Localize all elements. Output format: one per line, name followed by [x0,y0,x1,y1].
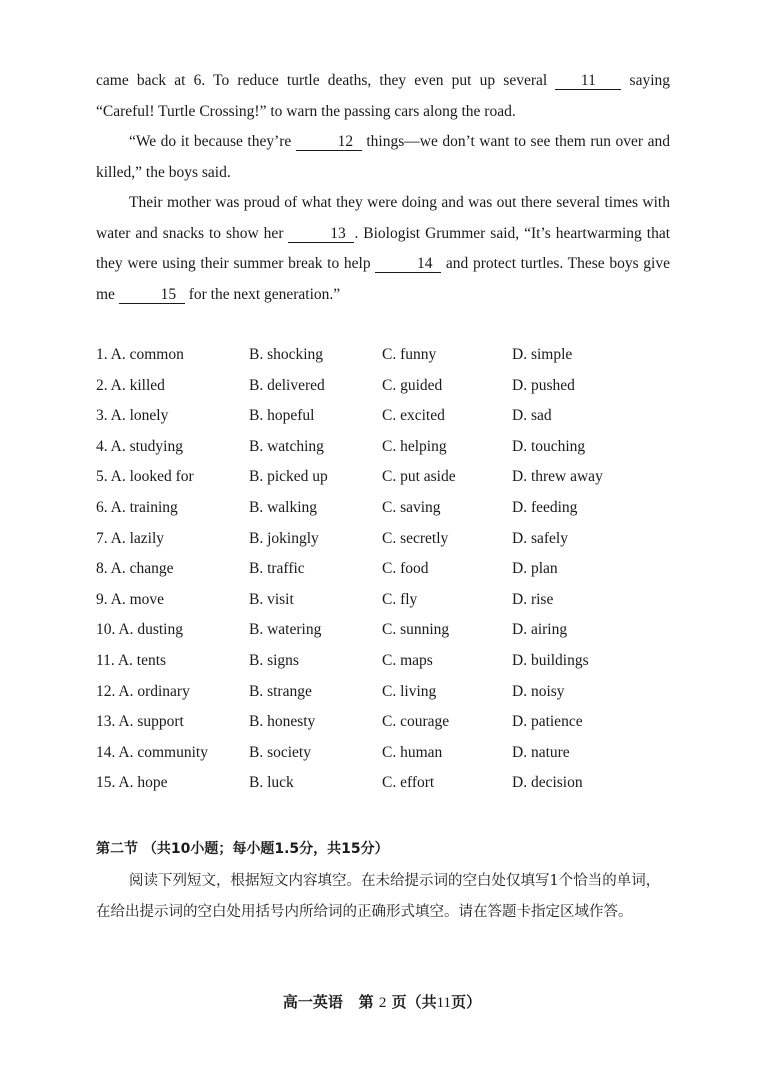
option-row [96,434,696,465]
passage-text: saying “Careful! Turtle Crossing!” to warn the passing cars along the road. [96,72,671,120]
option-d: D. simple [512,346,573,363]
passage-text: things—we don’t want to see them run over and killed,” the boys said. [96,133,670,181]
passage-text: Their mother was proud of what they were doing and was out there several times with water and snacks to show her [96,194,670,242]
option-a: 4. A. studying [96,437,183,455]
option-c: C. excited [382,407,445,425]
option-row [96,556,696,587]
option-a: 14. A. community [96,743,208,761]
option-b: B. watching [249,437,324,455]
option-a: 10. A. dusting [96,621,183,639]
option-c: C. human [382,743,443,761]
option-d: D. feeding [512,498,578,516]
passage-text: came back at 6. To reduce turtle deaths, they even put up several [96,72,556,89]
option-c: C. put aside [382,468,456,486]
option-a: 3. A. lonely [96,407,169,425]
option-row [96,495,696,526]
blank-15: 15 [119,287,185,304]
passage-text: and protect turtles. These boys give me [96,255,670,304]
option-row [96,342,696,373]
page-footer [0,991,764,1012]
option-d: D. airing [512,621,568,639]
footer-subject: 高一英语 [282,993,343,1011]
option-d: D. patience [512,713,583,731]
option-d: D. threw away [512,468,603,486]
option-row [96,373,696,404]
option-d: D. safely [512,529,568,547]
option-row [96,464,696,495]
option-c: C. funny [382,346,437,363]
option-c: C. fly [382,590,418,608]
option-c: C. sunning [382,621,450,639]
passage-paragraph-3 [96,188,670,311]
footer-total-pages: 11 [436,995,452,1011]
option-c: C. secretly [382,529,449,547]
blank-13: 13 [288,226,354,243]
option-b: B. visit [249,590,294,608]
option-row [96,709,696,740]
blank-12: 12 [296,134,362,151]
option-b: B. shocking [249,346,324,363]
option-c: C. living [382,682,437,700]
option-a: 8. A. change [96,560,174,578]
footer-page-post: 页（共 [391,993,437,1011]
section-2-title: 第二节 （共10小题；每小题1.5分，共15分） [96,841,389,857]
option-a: 2. A. killed [96,376,165,394]
option-d: D. sad [512,407,552,425]
option-c: C. maps [382,651,433,669]
option-d: D. noisy [512,682,565,700]
option-c: C. saving [382,498,441,516]
option-b: B. picked up [249,468,328,486]
passage-text: for the next generation.” [184,286,341,304]
option-d: D. plan [512,560,558,578]
option-b: B. traffic [249,560,305,578]
option-a: 1. A. common [96,346,184,363]
option-d: D. touching [512,437,586,455]
option-a: 12. A. ordinary [96,682,190,700]
blank-11: 11 [555,73,621,90]
footer-page-number: 2 [378,995,387,1011]
option-row [96,740,696,771]
option-d: D. nature [512,743,570,761]
option-b: B. society [249,743,311,761]
option-b: B. luck [249,774,294,792]
blank-14: 14 [375,256,441,273]
passage-text: “We do it because they’re [129,133,296,150]
option-c: C. guided [382,376,443,394]
footer-page-pre: 第 [358,993,374,1011]
option-d: D. rise [512,590,554,608]
option-a: 13. A. support [96,713,184,731]
passage-paragraph-2 [96,127,670,188]
option-a: 7. A. lazily [96,529,165,547]
section-2-instruction-line-2: 在给出提示词的空白处用括号内所给词的正确形式填空。请在答题卡指定区域作答。 [96,904,633,920]
passage-paragraph-1 [96,66,670,127]
option-c: C. helping [382,437,447,455]
option-b: B. walking [249,498,318,516]
option-b: B. watering [249,621,322,639]
option-b: B. signs [249,651,299,669]
option-a: 11. A. tents [96,651,167,669]
option-row [96,403,696,434]
answer-options [96,342,696,801]
option-row [96,648,696,679]
option-c: C. courage [382,713,450,731]
option-d: D. buildings [512,651,589,669]
option-d: D. pushed [512,376,575,394]
option-c: C. effort [382,774,435,792]
option-row [96,587,696,618]
option-row [96,770,696,801]
option-b: B. strange [249,682,312,700]
section-2-instruction-line-1: 阅读下列短文，根据短文内容填空。在未给提示词的空白处仅填写1个恰当的单词， [129,873,661,889]
option-a: 15. A. hope [96,774,168,792]
option-a: 6. A. training [96,498,178,516]
option-row [96,526,696,557]
footer-page-end: 页） [451,993,482,1011]
option-row [96,679,696,710]
option-b: B. jokingly [249,529,319,547]
option-b: B. honesty [249,713,316,731]
option-a: 9. A. move [96,590,165,608]
option-a: 5. A. looked for [96,468,194,486]
passage-text: . Biologist Grummer said, “It’s heartwarming that they were using their summer break to help [96,224,670,273]
option-d: D. decision [512,774,583,792]
option-c: C. food [382,560,429,578]
option-b: B. hopeful [249,407,315,425]
option-row [96,617,696,648]
option-b: B. delivered [249,376,325,394]
